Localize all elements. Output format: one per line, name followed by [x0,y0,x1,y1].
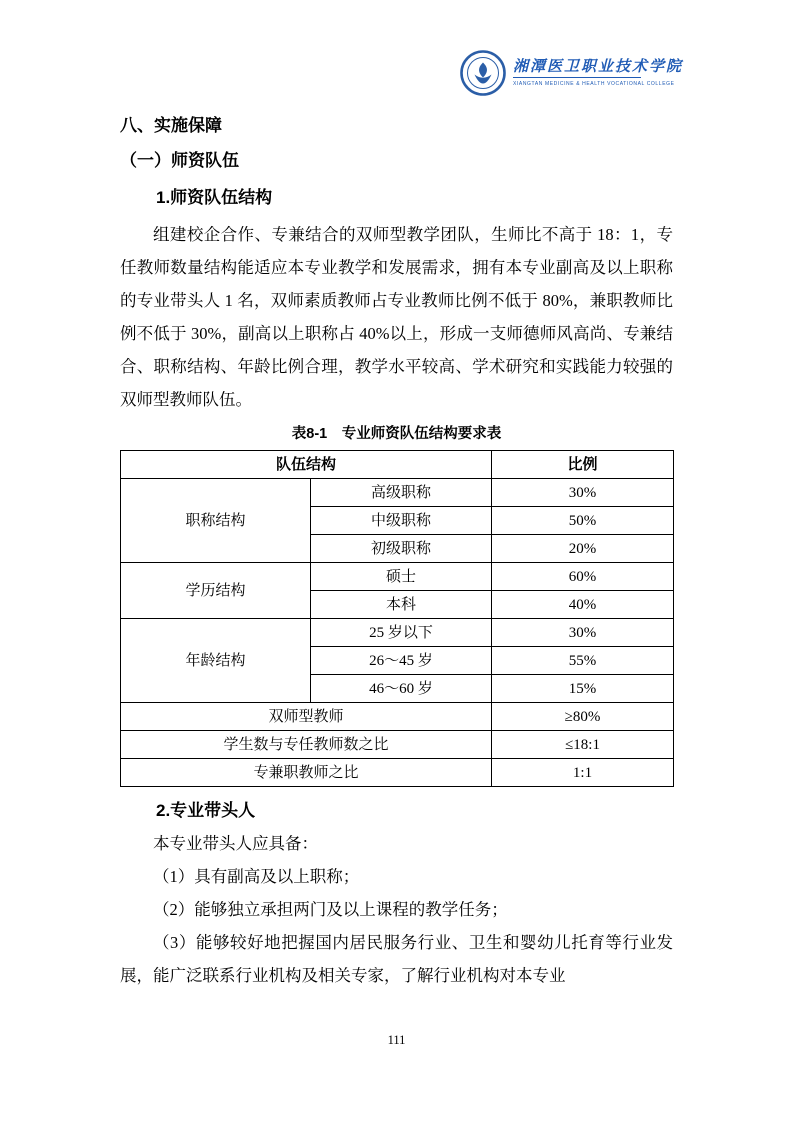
item-cell: 26～45 岁 [311,647,492,675]
ratio-cell: 60% [492,563,674,591]
table-row [121,731,674,759]
table-row [121,563,674,591]
college-emblem-icon [460,50,506,96]
group-title-cell: 职称结构 [121,479,311,563]
leader-requirement-2: （2）能够独立承担两门及以上课程的教学任务； [153,900,508,919]
page-number: 111 [387,1033,406,1047]
ratio-cell: 30% [492,479,674,507]
item-cell: 专兼职教师之比 [121,759,492,787]
item-cell: 46～60 岁 [311,675,492,703]
ratio-cell: ≤18:1 [492,731,674,759]
ratio-cell: 1:1 [492,759,674,787]
leader-intro-paragraph: 本专业带头人应具备： [153,834,318,853]
subheading-program-leader: 2.专业带头人 [156,801,256,820]
ratio-cell: 30% [492,619,674,647]
college-name-en: XIANGTAN MEDICINE & HEALTH VOCATIONAL COLLEGE [512,81,675,87]
section-heading: 八、实施保障 [120,116,222,135]
column-header-ratio: 比例 [492,451,674,479]
ratio-cell: 50% [492,507,674,535]
item-cell: 硕士 [311,563,492,591]
college-name-cn: 湘潭医卫职业技术学院 [512,59,683,75]
table-row [121,619,674,647]
ratio-cell: ≥80% [492,703,674,731]
subsection-heading: （一）师资队伍 [120,151,239,170]
ratio-cell: 15% [492,675,674,703]
ratio-cell: 40% [492,591,674,619]
college-logo [460,50,683,96]
table-row [121,759,674,787]
table-header-row [121,451,674,479]
intro-paragraph: 组建校企合作、专兼结合的双师型教学团队，生师比不高于 18：1，专任教师数量结构能适应本专业教学和发展需求，拥有本专业副高及以上职称的专业带头人 1 名，双师素质教师占专业教师比例不低于 80%，兼职教师比例不低于 30%，副高以上职称占 40%以上，形成一支师德师风高尚、专兼结合、职称结构、年龄比例合理，教学水平较高、学术研究和实践能力较强的双师型教师队伍。 [120,225,673,409]
item-cell: 双师型教师 [121,703,492,731]
subheading-faculty-structure: 1.师资队伍结构 [156,188,273,207]
logo-divider [513,77,641,78]
item-cell: 高级职称 [311,479,492,507]
item-cell: 本科 [311,591,492,619]
table-row [121,479,674,507]
item-cell: 25 岁以下 [311,619,492,647]
college-name-block [513,58,683,88]
leader-requirement-1: （1）具有副高及以上职称； [153,867,360,886]
item-cell: 初级职称 [311,535,492,563]
document-content [120,114,673,992]
ratio-cell: 55% [492,647,674,675]
column-header-structure: 队伍结构 [121,451,492,479]
item-cell: 学生数与专任教师数之比 [121,731,492,759]
group-title-cell: 学历结构 [121,563,311,619]
leader-requirement-3: （3）能够较好地把握国内居民服务行业、卫生和婴幼儿托育等行业发展，能广泛联系行业机构及相关专家，了解行业机构对本专业 [120,933,673,985]
table-caption: 表8-1 专业师资队伍结构要求表 [291,426,502,442]
ratio-cell: 20% [492,535,674,563]
table-row [121,703,674,731]
group-title-cell: 年龄结构 [121,619,311,703]
item-cell: 中级职称 [311,507,492,535]
faculty-structure-table [120,450,674,787]
